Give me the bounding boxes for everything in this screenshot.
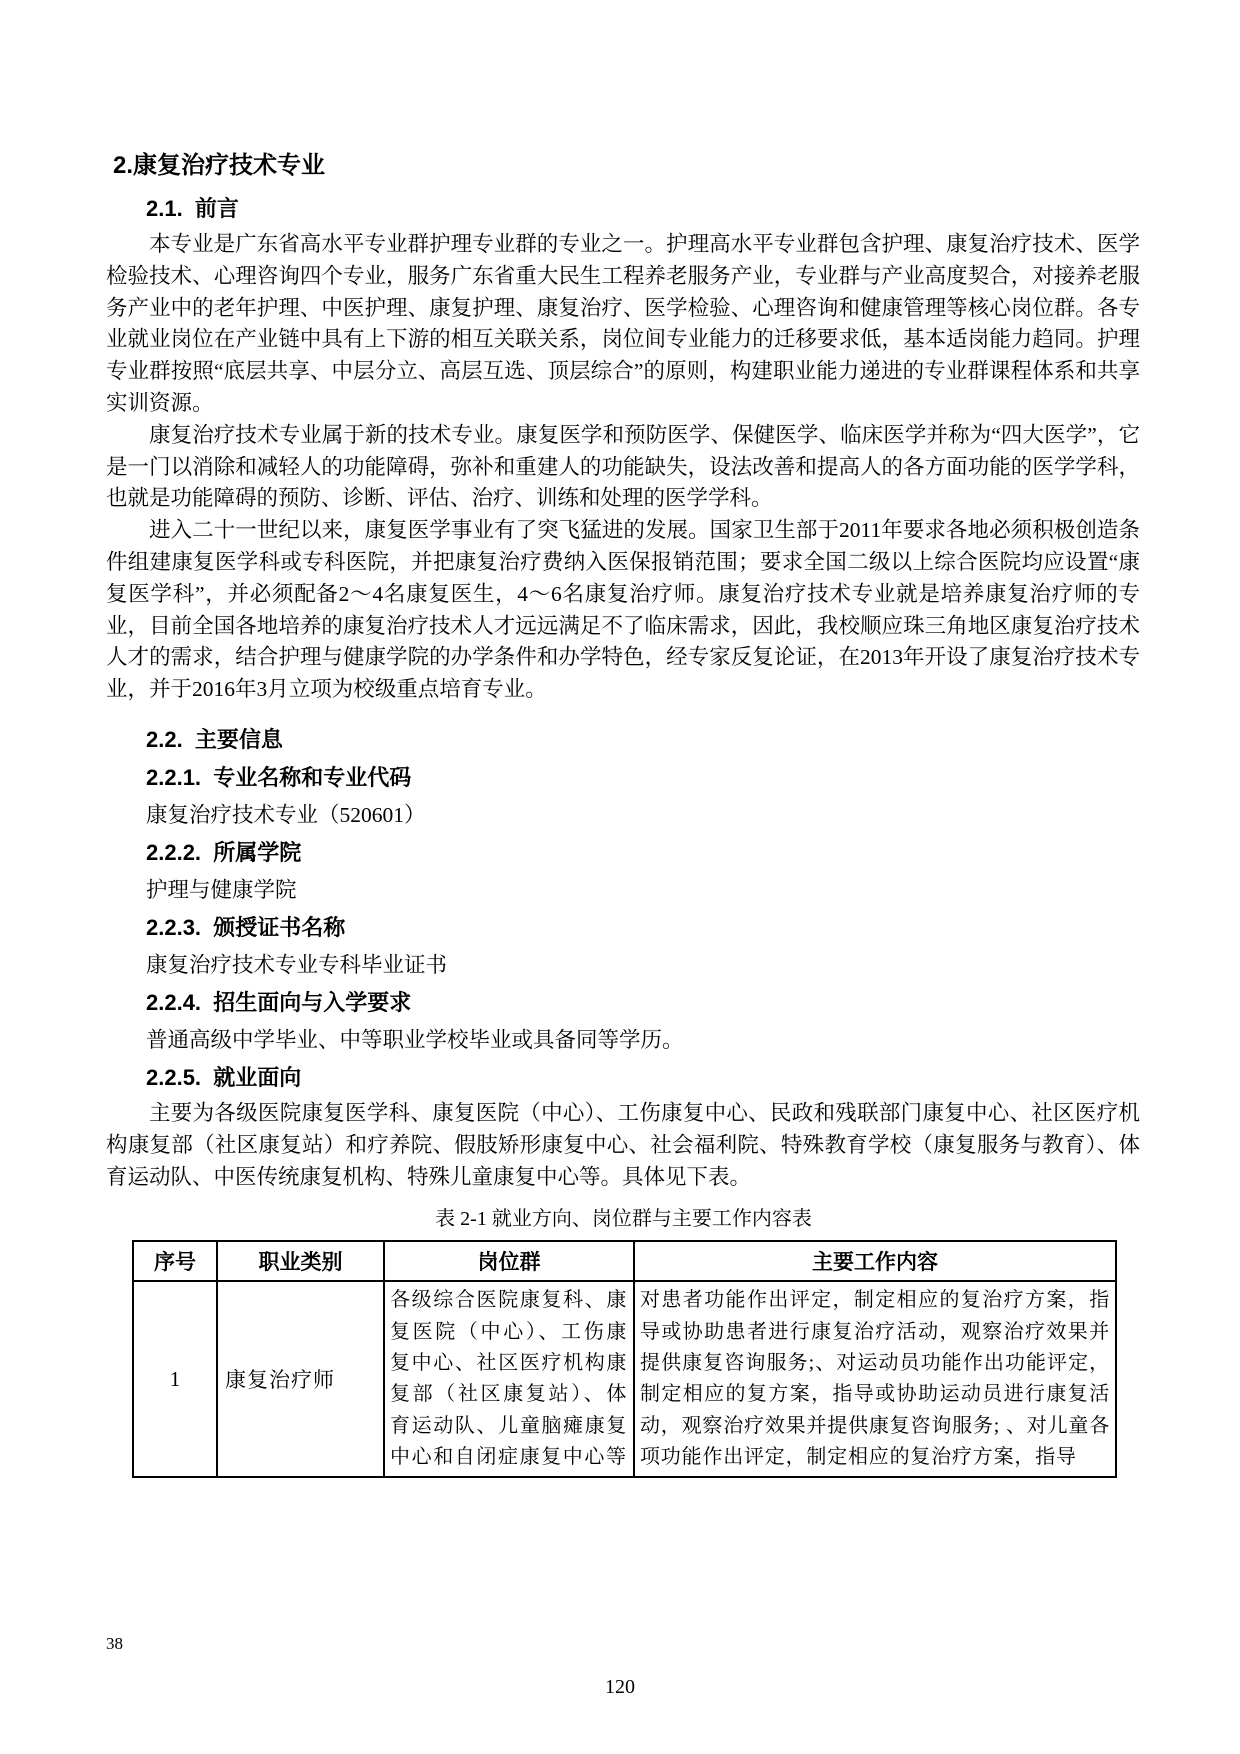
section-2-2-1-heading: 2.2.1. 专业名称和专业代码	[146, 764, 412, 790]
section-2-2-2-heading: 2.2.2. 所属学院	[146, 839, 302, 865]
table-row	[133, 1281, 1116, 1477]
table-header-row	[133, 1241, 1116, 1281]
paragraph-intro-2: 康复治疗技术专业属于新的技术专业。康复医学和预防医学、保健医学、临床医学并称为“四大医学”，它是一门以消除和减轻人的功能障碍，弥补和重建人的功能缺失，设法改善和提高人的各方面功能的医学学科，也就是功能障碍的预防、诊断、评估、治疗、训练和处理的医学学科。	[106, 422, 1140, 511]
section-2-2-5-heading: 2.2.5. 就业面向	[146, 1064, 302, 1090]
section-2-1-heading: 2.1. 前言	[146, 196, 239, 221]
col-header-duties: 主要工作内容	[634, 1241, 1116, 1281]
employment-paragraph: 主要为各级医院康复医学科、康复医院（中心）、工伤康复中心、民政和残联部门康复中心、社区医疗机构康复部（社区康复站）和疗养院、假肢矫形康复中心、社会福利院、特殊教育学校（康复服务与教育）、体育运动队、中医传统康复机构、特殊儿童康复中心等。具体见下表。	[106, 1100, 1140, 1189]
paragraph-intro-3: 进入二十一世纪以来，康复医学事业有了突飞猛进的发展。国家卫生部于2011年要求各地必须积极创造条件组建康复医学科或专科医院，并把康复治疗费纳入医保报销范围；要求全国二级以上综合医院均应设置“康复医学科”，并必须配备2～4名康复医生，4～6名康复治疗师。康复治疗技术专业就是培养康复治疗师的专业，目前全国各地培养的康复治疗技术人才远远满足不了临床需求，因此，我校顺应珠三角地区康复治疗技术人才的需求，结合护理与健康学院的办学条件和办学特色，经专家反复论证，在2013年开设了康复治疗技术专业，并于2016年3月立项为校级重点培育专业。	[106, 518, 1140, 702]
section-2-2-4-heading: 2.2.4. 招生面向与入学要求	[146, 989, 412, 1015]
college-text: 护理与健康学院	[146, 877, 297, 902]
section-2-2-3-heading: 2.2.3. 颁授证书名称	[146, 914, 346, 940]
admission-text: 普通高级中学毕业、中等职业学校毕业或具备同等学历。	[146, 1027, 684, 1052]
page-number: 120	[605, 1676, 635, 1698]
col-header-category: 职业类别	[217, 1241, 384, 1281]
cell-category: 康复治疗师	[217, 1281, 384, 1477]
major-name-code-text: 康复治疗技术专业（520601）	[146, 802, 426, 827]
col-header-positions: 岗位群	[384, 1241, 634, 1281]
cell-no: 1	[133, 1281, 217, 1477]
certificate-text: 康复治疗技术专业专科毕业证书	[146, 952, 448, 977]
col-header-no: 序号	[133, 1241, 217, 1281]
paragraph-intro-1: 本专业是广东省高水平专业群护理专业群的专业之一。护理高水平专业群包含护理、康复治疗技术、医学检验技术、心理咨询四个专业，服务广东省重大民生工程养老服务产业，专业群与产业高度契合，对接养老服务产业中的老年护理、中医护理、康复护理、康复治疗、医学检验、心理咨询和健康管理等核心岗位群。各专业就业岗位在产业链中具有上下游的相互关联关系，岗位间专业能力的迁移要求低，基本适岗能力趋同。护理专业群按照“底层共享、中层分立、高层互选、顶层综合”的原则，构建职业能力递进的专业群课程体系和共享实训资源。	[106, 232, 1140, 415]
cell-positions: 各级综合医院康复科、康复医院（中心）、工伤康复中心、社区医疗机构康复部（社区康复站）、体育运动队、儿童脑瘫康复中心和自闭症康复中心等	[384, 1281, 634, 1477]
table-caption: 表 2-1 就业方向、岗位群与主要工作内容表	[435, 1208, 812, 1231]
footnote-number: 38	[106, 1634, 123, 1653]
section-2-2-heading: 2.2. 主要信息	[146, 726, 283, 752]
cell-duties: 对患者功能作出评定，制定相应的复治疗方案，指导或协助患者进行康复治疗活动，观察治疗效果并提供康复咨询服务;、对运动员功能作出功能评定，制定相应的复方案，指导或协助运动员进行康复活动，观察治疗效果并提供康复咨询服务; 、对儿童各项功能作出评定，制定相应的复治疗方案，指导	[634, 1281, 1116, 1477]
employment-table	[132, 1240, 1117, 1478]
chapter-title: 2.康复治疗技术专业	[113, 152, 326, 179]
